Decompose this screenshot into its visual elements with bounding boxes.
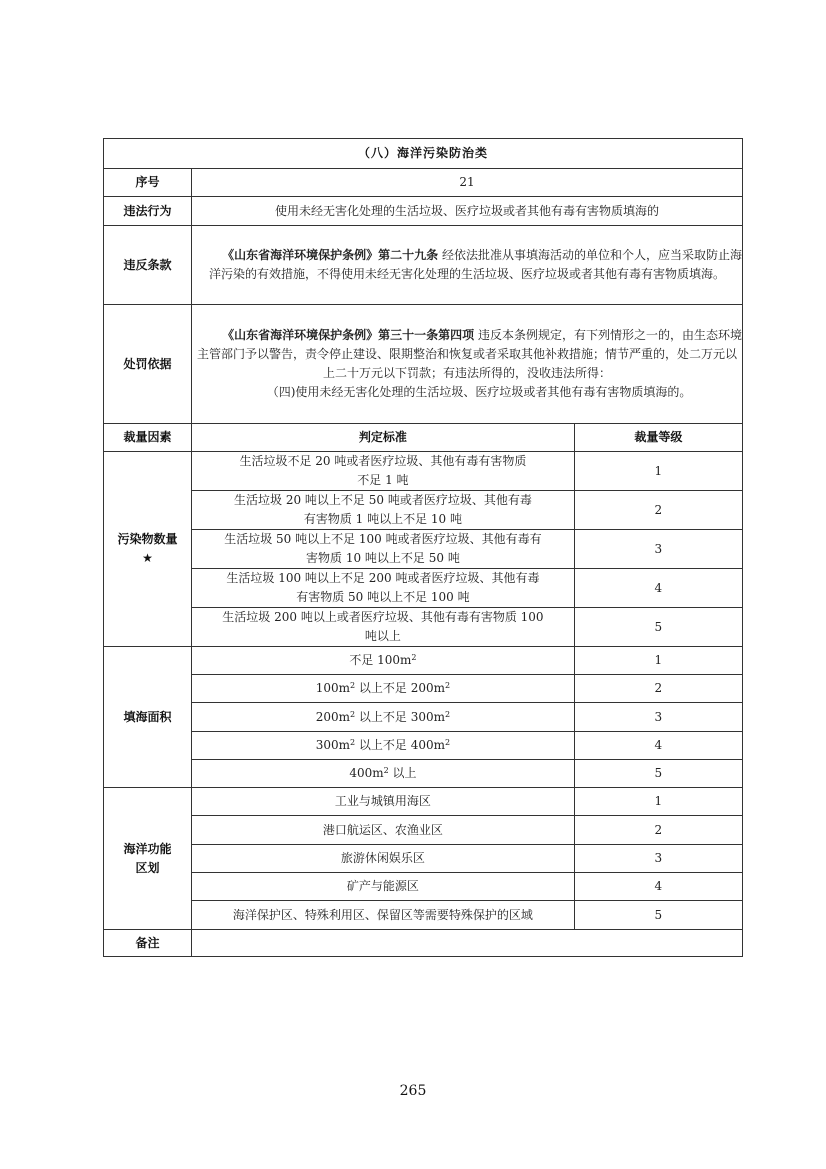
superscript: 2	[383, 766, 389, 775]
level-cell: 3	[574, 845, 742, 873]
superscript: 2	[350, 738, 356, 747]
criteria-cell	[192, 675, 575, 703]
table-row	[104, 873, 743, 901]
penalty-citation: 《山东省海洋环境保护条例》第三十一条第四项	[222, 328, 475, 342]
factor-reclamation-area: 填海面积	[104, 647, 192, 788]
criteria-line: 生活垃圾 20 吨以上不足 50 吨或者医疗垃圾、其他有毒	[234, 493, 532, 507]
serial-row	[104, 169, 743, 197]
header-criteria: 判定标准	[192, 424, 575, 452]
header-row	[104, 424, 743, 452]
table-row	[104, 703, 743, 732]
level-cell: 3	[574, 530, 742, 569]
level-cell: 1	[574, 788, 742, 816]
remarks-row	[104, 930, 743, 957]
factor-name-line: 海洋功能	[123, 841, 172, 856]
table-row	[104, 452, 743, 491]
superscript: 2	[350, 709, 356, 719]
criteria-cell	[192, 530, 575, 569]
level-cell: 3	[574, 703, 742, 732]
superscript: 2	[445, 681, 451, 690]
violated-clause-label: 违反条款	[104, 226, 192, 305]
violated-clause-row	[104, 226, 743, 305]
criteria-cell	[192, 647, 575, 675]
criteria-line: 生活垃圾 50 吨以上不足 100 吨或者医疗垃圾、其他有毒有	[224, 532, 542, 546]
factor-name-line: 区划	[135, 860, 160, 875]
penalty-basis-value	[192, 305, 743, 424]
level-cell: 2	[574, 816, 742, 845]
table-row	[104, 675, 743, 703]
criteria-cell: 矿产与能源区	[192, 873, 575, 901]
factor-marine-zoning	[104, 788, 192, 930]
criteria-line: 不足 1 吨	[357, 473, 409, 487]
level-cell: 1	[574, 452, 742, 491]
criteria-cell: 旅游休闲娱乐区	[192, 845, 575, 873]
header-level: 裁量等级	[574, 424, 742, 452]
criteria-text: 200m	[315, 709, 351, 724]
criteria-text: 以上不足 200m	[355, 681, 446, 695]
criteria-cell	[192, 608, 575, 647]
penalty-basis-label: 处罚依据	[104, 305, 192, 424]
table-row	[104, 816, 743, 845]
criteria-cell: 海洋保护区、特殊利用区、保留区等需要特殊保护的区域	[192, 901, 575, 930]
criteria-text: 以上	[388, 766, 417, 780]
level-cell: 5	[574, 760, 742, 788]
criteria-text: 不足 100m	[349, 653, 412, 667]
discretion-table	[103, 138, 743, 957]
serial-value: 21	[192, 169, 743, 197]
factor-name: 污染物数量	[117, 532, 178, 546]
criteria-line: 吨以上	[364, 629, 401, 643]
criteria-cell: 工业与城镇用海区	[192, 788, 575, 816]
table-row	[104, 901, 743, 930]
criteria-line: 有害物质 50 吨以上不足 100 吨	[296, 590, 470, 604]
criteria-cell: 港口航运区、农渔业区	[192, 816, 575, 845]
factor-pollutant-quantity	[104, 452, 192, 647]
criteria-line: 生活垃圾 100 吨以上不足 200 吨或者医疗垃圾、其他有毒	[226, 571, 540, 585]
remarks-label: 备注	[104, 930, 192, 957]
criteria-line: 生活垃圾 200 吨以上或者医疗垃圾、其他有毒有害物质 100	[222, 610, 544, 624]
remarks-value	[192, 930, 743, 957]
serial-label: 序号	[104, 169, 192, 197]
level-cell: 5	[574, 901, 742, 930]
criteria-cell	[192, 703, 575, 732]
criteria-cell	[192, 491, 575, 530]
criteria-line: 生活垃圾不足 20 吨或者医疗垃圾、其他有毒有害物质	[239, 454, 527, 468]
section-title: （八）海洋污染防治类	[104, 139, 743, 169]
superscript: 2	[411, 653, 417, 662]
penalty-basis-row	[104, 305, 743, 424]
violation-row	[104, 197, 743, 226]
clause-citation: 《山东省海洋环境保护条例》第二十九条	[222, 248, 439, 262]
table-row	[104, 732, 743, 760]
criteria-text: 300m	[315, 738, 351, 752]
penalty-item: （四)使用未经无害化处理的生活垃圾、医疗垃圾或者其他有毒有害物质填海的。	[266, 385, 692, 399]
table-row	[104, 647, 743, 675]
superscript: 2	[350, 681, 356, 690]
criteria-line: 有害物质 1 吨以上不足 10 吨	[303, 512, 462, 526]
violation-value: 使用未经无害化处理的生活垃圾、医疗垃圾或者其他有毒有害物质填海的	[192, 197, 743, 226]
criteria-cell	[192, 452, 575, 491]
table-row	[104, 608, 743, 647]
table-row	[104, 530, 743, 569]
superscript: 2	[445, 709, 451, 719]
level-cell: 1	[574, 647, 742, 675]
criteria-line: 害物质 10 吨以上不足 50 吨	[306, 551, 460, 565]
level-cell: 2	[574, 491, 742, 530]
criteria-cell	[192, 760, 575, 788]
violation-label: 违法行为	[104, 197, 192, 226]
level-cell: 4	[574, 732, 742, 760]
criteria-cell	[192, 732, 575, 760]
criteria-text: 400m	[349, 766, 384, 780]
header-factor: 裁量因素	[104, 424, 192, 452]
clause-text: 经依法批准从事填海活动的单位和个人，应当采取防止海洋污染的有效措施，不得使用未经无害化处理的生活垃圾、医疗垃圾或者其他有毒有害物质填海。	[209, 248, 742, 281]
star-icon: ★	[142, 551, 153, 565]
table-row	[104, 491, 743, 530]
page-number: 265	[399, 1083, 427, 1099]
penalty-text: 违反本条例规定，有下列情形之一的，由生态环境主管部门予以警告，责令停止建设、限期整治和恢复或者采取其他补救措施；情节严重的，处二万元以上二十万元以下罚款；有违法所得的，没收违法所得：	[197, 328, 742, 380]
criteria-text: 100m	[315, 681, 351, 695]
table-row	[104, 788, 743, 816]
title-row	[104, 139, 743, 169]
criteria-text: 以上不足 400m	[355, 738, 446, 752]
violated-clause-value	[192, 226, 743, 305]
table-row	[104, 845, 743, 873]
level-cell: 4	[574, 569, 742, 608]
criteria-cell	[192, 569, 575, 608]
level-cell: 4	[574, 873, 742, 901]
level-cell: 2	[574, 675, 742, 703]
level-cell: 5	[574, 608, 742, 647]
criteria-text: 以上不足 300m	[355, 709, 446, 724]
table-row	[104, 760, 743, 788]
table-row	[104, 569, 743, 608]
superscript: 2	[445, 738, 451, 747]
